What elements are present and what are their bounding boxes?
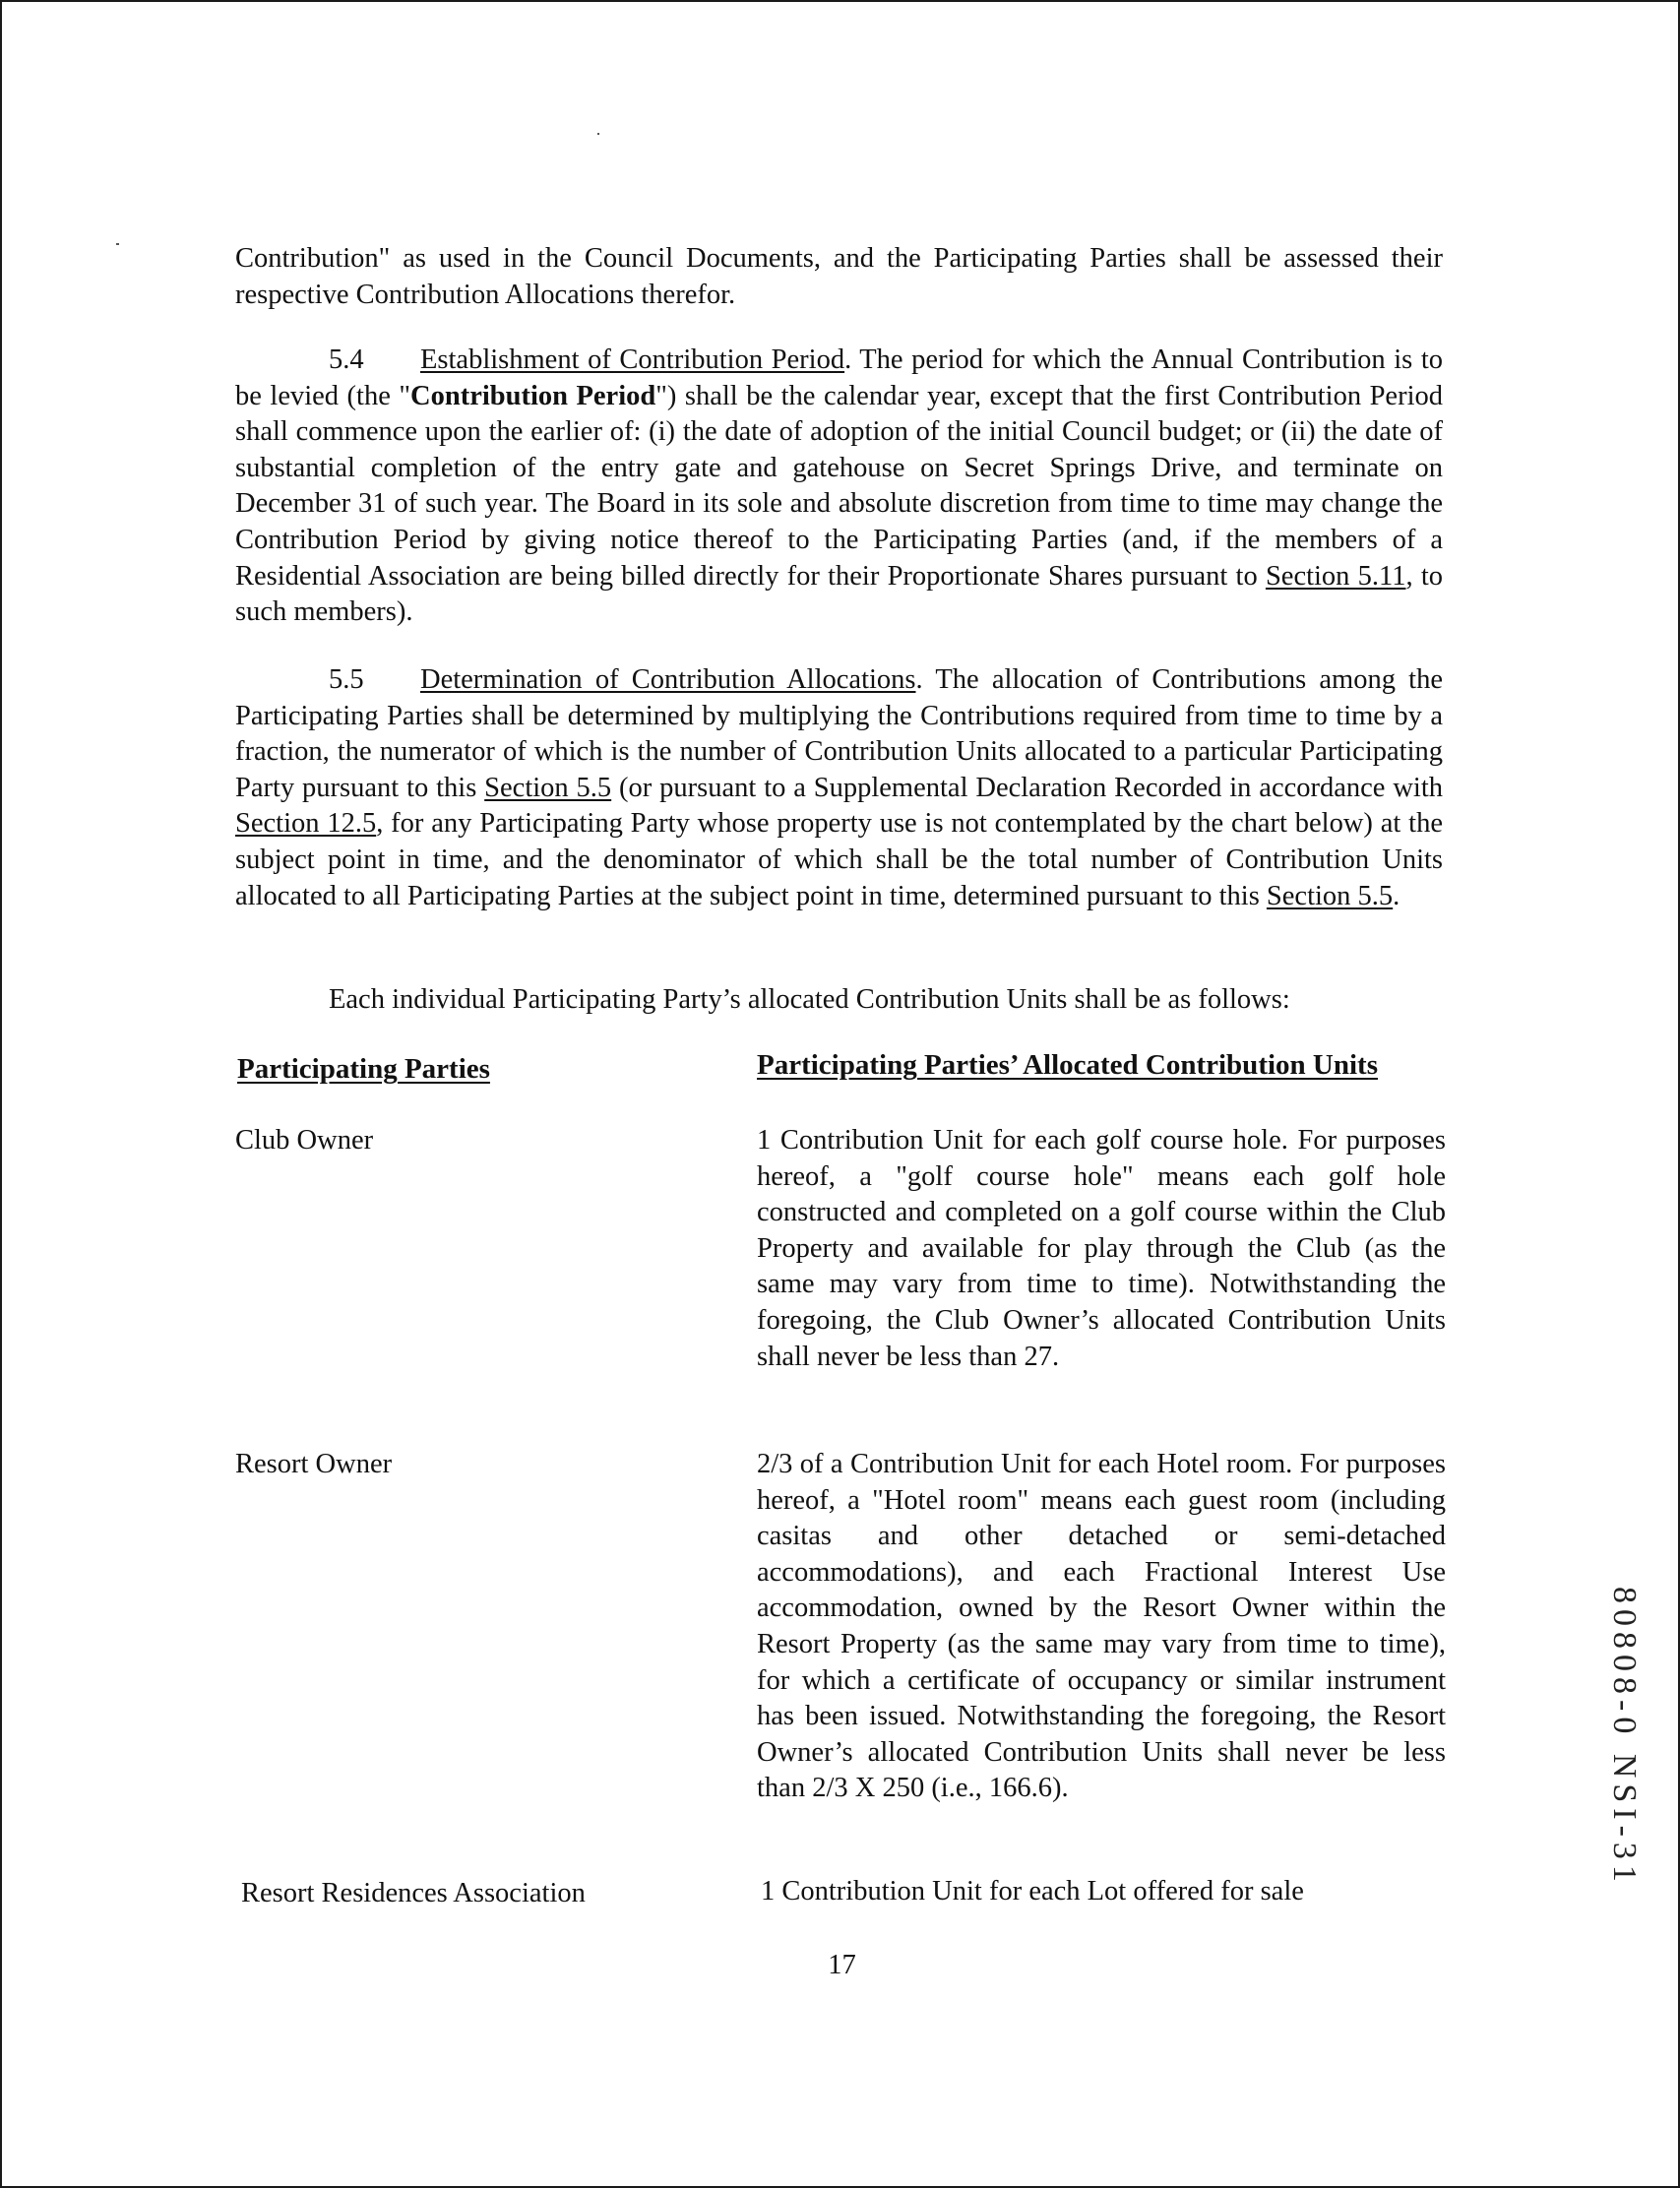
section-reference: Section 12.5 xyxy=(235,808,377,840)
section-reference: Section 5.5 xyxy=(484,772,612,803)
section-5-4-number: 5.4 xyxy=(329,344,364,375)
table-row-party: Resort Owner xyxy=(235,1449,393,1479)
section-5-5-text: , for any Participating Party whose property use is not contemplated by the chart below) at the subject point in time, and the denominator of which shall be the total number of Contribution Units allocated to all Participating Parties at the subject point in time, determined pursuant to this xyxy=(235,808,1443,911)
table-row-party: Resort Residences Association xyxy=(241,1878,586,1908)
section-5-5-text: . xyxy=(1393,880,1400,911)
section-5-5-text: . The allocation of Contributions among the Participating Parties shall be determined by multiplying the Contributions required from time to time by a fraction, the numerator of which is the number of Contribution Units allocated to a particular Participating Party pursuant to this xyxy=(235,664,1443,803)
defined-term-contribution-period: Contribution Period xyxy=(410,380,656,411)
lead-paragraph: Contribution" as used in the Council Documents, and the Participating Parties shall be assessed their respective Contribution Allocations therefor. xyxy=(235,243,1443,310)
column-header-participating-parties: Participating Parties xyxy=(237,1053,490,1085)
scan-speck xyxy=(597,133,599,135)
page-number: 17 xyxy=(828,1950,856,1980)
section-5-5-heading: Determination of Contribution Allocations xyxy=(420,664,916,695)
section-5-4-text: ") shall be the calendar year, except that the first Contribution Period shall commence upon the earlier of: (i) the date of adoption of the initial Council budget; or (ii) the date of substantial completion of the entry gate and gatehouse on Secret Springs Drive, and terminate on December 31 of such year. The Board in its sole and absolute discretion from time to time may change the Contribution Period by giving notice thereof to the Participating Parties (and, if the members of a Residential Association are being billed directly for their Proportionate Shares pursuant to xyxy=(235,380,1443,592)
table-row-units: 1 Contribution Unit for each Lot offered for sale xyxy=(761,1876,1304,1907)
section-reference: Section 5.11 xyxy=(1265,560,1406,592)
recording-stamp: 80808-0 NSI-31 xyxy=(1606,1587,1643,1888)
section-5-5-paragraph xyxy=(235,662,1443,914)
section-5-5-text: (or pursuant to a Supplemental Declaration Recorded in accordance with xyxy=(611,772,1443,803)
section-reference: Section 5.5 xyxy=(1266,880,1394,911)
allocation-intro-text: Each individual Participating Party’s allocated Contribution Units shall be as follows: xyxy=(329,984,1290,1015)
section-5-4-text: . The period for which the Annual Contribution is to be levied (the " xyxy=(235,344,1443,411)
table-row-units: 2/3 of a Contribution Unit for each Hotel room. For purposes hereof, a "Hotel room" means each guest room (including casitas and other detached or semi-detached accommodations), and each Fractional Interest Use accommodation, owned by the Resort Owner within the Resort Property (as the same may vary from time to time), for which a certificate of occupancy or similar instrument has been issued. Notwithstanding the foregoing, the Resort Owner’s allocated Contribution Units shall never be less than 2/3 X 250 (i.e., 166.6). xyxy=(757,1449,1446,1804)
scan-speck xyxy=(116,243,119,245)
allocation-intro-paragraph xyxy=(235,982,1443,1019)
column-header-allocated-units: Participating Parties’ Allocated Contribution Units xyxy=(757,1049,1378,1081)
section-5-4-heading: Establishment of Contribution Period xyxy=(420,344,845,375)
table-row-units: 1 Contribution Unit for each golf course hole. For purposes hereof, a "golf course hole" means each golf hole constructed and completed on a golf course within the Club Property and available for play through the Club (as the same may vary from time to time). Notwithstanding the foregoing, the Club Owner’s allocated Contribution Units shall never be less than 27. xyxy=(757,1125,1446,1372)
section-5-4-text: , to such members). xyxy=(235,560,1444,628)
table-row-party: Club Owner xyxy=(235,1125,374,1156)
section-5-5-number: 5.5 xyxy=(329,664,364,695)
section-5-4-paragraph xyxy=(235,343,1443,631)
